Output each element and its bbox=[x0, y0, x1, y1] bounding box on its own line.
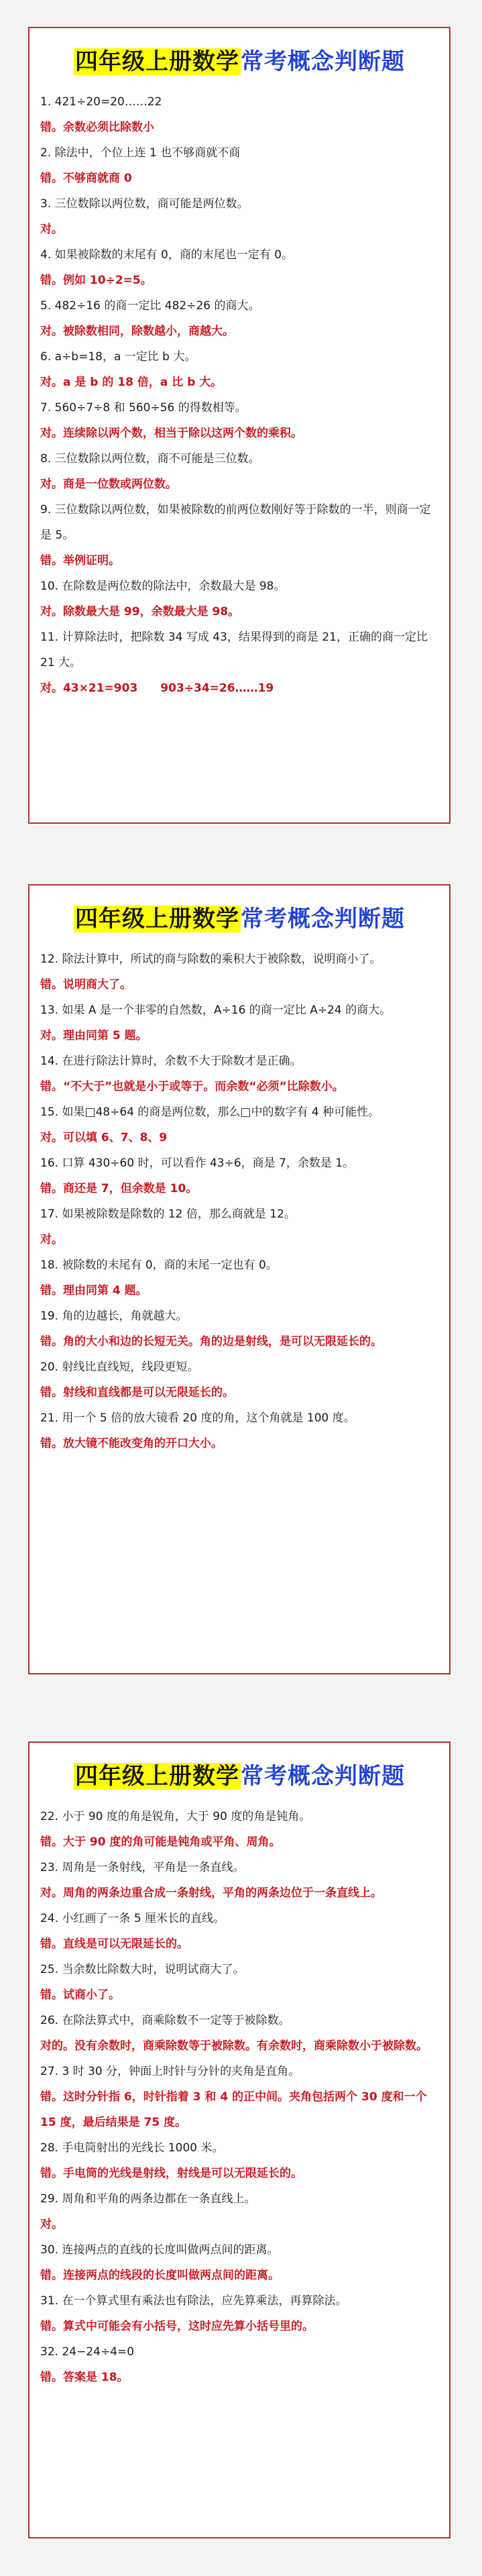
question-line: 32. 24−24÷4=0 bbox=[40, 2345, 135, 2359]
question-line: 23. 周角是一条射线，平角是一条直线。 bbox=[40, 1861, 245, 1874]
question-line: 7. 560÷7÷8 和 560÷56 的得数相等。 bbox=[40, 401, 247, 415]
answer-line: 错。这时分针指 6，时针指着 3 和 4 的正中间。夹角包括两个 30 度和一个 15 度，最后结果是 75 度。 bbox=[40, 2090, 427, 2129]
question-line: 26. 在除法算式中，商乘除数不一定等于被除数。 bbox=[40, 2014, 290, 2027]
qa-list bbox=[40, 1804, 438, 2390]
answer-line: 错。直线是可以无限延长的。 bbox=[40, 1937, 188, 1951]
question-line: 5. 482÷16 的商一定比 482÷26 的商大。 bbox=[40, 299, 260, 313]
question-line: 2. 除法中，个位上连 1 也不够商就不商 bbox=[40, 146, 241, 160]
question-line: 10. 在除数是两位数的除法中，余数最大是 98。 bbox=[40, 580, 286, 593]
answer-line: 错。举例证明。 bbox=[40, 554, 120, 568]
title-grade: 四年级上册数学 bbox=[75, 1763, 239, 1790]
question-line: 1. 421÷20=20……22 bbox=[40, 95, 162, 109]
answer-line: 对。除数最大是 99，余数最大是 98。 bbox=[40, 605, 240, 619]
title-grade: 四年级上册数学 bbox=[75, 48, 239, 75]
answer-line: 错。不够商就商 0 bbox=[40, 172, 132, 185]
answer-line: 对。周角的两条边重合成一条射线，平角的两条边位于一条直线上。 bbox=[40, 1886, 382, 1900]
card-part-1 bbox=[28, 27, 450, 824]
question-line: 19. 角的边越长，角就越大。 bbox=[40, 1309, 188, 1323]
question-line: 14. 在进行除法计算时，余数不大于除数才是正确。 bbox=[40, 1055, 302, 1068]
title-topic: 常考概念判断题 bbox=[241, 906, 405, 932]
qa-list bbox=[40, 89, 438, 701]
answer-line: 错。放大镜不能改变角的开口大小。 bbox=[40, 1437, 223, 1450]
answer-line: 错。角的大小和边的长短无关。角的边是射线，是可以无限延长的。 bbox=[40, 1335, 382, 1348]
answer-line: 错。手电筒的光线是射线，射线是可以无限延长的。 bbox=[40, 2167, 302, 2180]
answer-line: 对。 bbox=[40, 2218, 63, 2231]
question-line: 25. 当余数比除数大时，说明试商大了。 bbox=[40, 1963, 245, 1976]
answer-line: 对。连续除以两个数，相当于除以这两个数的乘积。 bbox=[40, 427, 302, 440]
question-line: 15. 如果□48÷64 的商是两位数，那么□中的数字有 4 种可能性。 bbox=[40, 1106, 380, 1119]
answer-line: 对。 bbox=[40, 223, 63, 236]
question-line: 17. 如果被除数是除数的 12 倍，那么商就是 12。 bbox=[40, 1208, 296, 1221]
card-title bbox=[40, 43, 438, 76]
answer-line: 对。商是一位数或两位数。 bbox=[40, 478, 177, 491]
question-line: 21. 用一个 5 倍的放大镜看 20 度的角，这个角就是 100 度。 bbox=[40, 1411, 355, 1425]
question-line: 29. 周角和平角的两条边都在一条直线上。 bbox=[40, 2192, 256, 2206]
answer-line: 错。例如 10÷2=5。 bbox=[40, 274, 152, 287]
answer-line: 错。余数必须比除数小 bbox=[40, 121, 154, 134]
card-title bbox=[40, 900, 438, 933]
question-line: 13. 如果 A 是一个非零的自然数，A÷16 的商一定比 A÷24 的商大。 bbox=[40, 1004, 391, 1017]
answer-line: 对。被除数相同，除数越小，商越大。 bbox=[40, 325, 234, 338]
answer-line: 错。商还是 7，但余数是 10。 bbox=[40, 1182, 198, 1195]
question-line: 22. 小于 90 度的角是锐角，大于 90 度的角是钝角。 bbox=[40, 1810, 311, 1823]
question-line: 3. 三位数除以两位数，商可能是两位数。 bbox=[40, 197, 249, 211]
answer-line: 错。大于 90 度的角可能是钝角或平角、周角。 bbox=[40, 1835, 281, 1849]
question-line: 4. 如果被除数的末尾有 0，商的末尾也一定有 0。 bbox=[40, 248, 294, 262]
answer-line: 对的。没有余数时，商乘除数等于被除数。有余数时，商乘除数小于被除数。 bbox=[40, 2039, 428, 2053]
question-line: 24. 小红画了一条 5 厘米长的直线。 bbox=[40, 1912, 225, 1925]
answer-line: 错。试商小了。 bbox=[40, 1988, 120, 2002]
answer-line: 错。射线和直线都是可以无限延长的。 bbox=[40, 1386, 234, 1399]
card-part-3 bbox=[28, 1741, 450, 2538]
answer-line: 错。连接两点的线段的长度叫做两点间的距离。 bbox=[40, 2269, 280, 2282]
qa-list bbox=[40, 947, 438, 1456]
card-title bbox=[40, 1758, 438, 1790]
question-line: 30. 连接两点的直线的长度叫做两点间的距离。 bbox=[40, 2243, 279, 2257]
answer-line: 错。答案是 18。 bbox=[40, 2371, 129, 2384]
question-line: 20. 射线比直线短，线段更短。 bbox=[40, 1360, 199, 1374]
title-grade: 四年级上册数学 bbox=[75, 906, 239, 932]
question-line: 9. 三位数除以两位数，如果被除数的前两位数刚好等于除数的一半，则商一定是 5。 bbox=[40, 503, 431, 542]
question-line: 18. 被除数的末尾有 0，商的末尾一定也有 0。 bbox=[40, 1258, 278, 1272]
card-part-2 bbox=[28, 884, 450, 1674]
question-line: 8. 三位数除以两位数，商不可能是三位数。 bbox=[40, 452, 260, 466]
answer-line: 错。“不大于”也就是小于或等于。而余数“必须”比除数小。 bbox=[40, 1080, 344, 1093]
answer-line: 对。理由同第 5 题。 bbox=[40, 1029, 147, 1042]
question-line: 28. 手电筒射出的光线长 1000 米。 bbox=[40, 2141, 224, 2155]
title-topic: 常考概念判断题 bbox=[241, 1763, 405, 1790]
question-line: 31. 在一个算式里有乘法也有除法，应先算乘法，再算除法。 bbox=[40, 2294, 347, 2308]
answer-line: 错。说明商大了。 bbox=[40, 978, 131, 991]
answer-line: 对。a 是 b 的 18 倍，a 比 b 大。 bbox=[40, 376, 223, 389]
title-topic: 常考概念判断题 bbox=[241, 48, 405, 75]
question-line: 27. 3 时 30 分，钟面上时针与分针的夹角是直角。 bbox=[40, 2065, 300, 2078]
answer-line: 错。理由同第 4 题。 bbox=[40, 1284, 147, 1297]
question-line: 16. 口算 430÷60 时，可以看作 43÷6，商是 7，余数是 1。 bbox=[40, 1157, 355, 1170]
answer-line: 对。43×21=903 903÷34=26……19 bbox=[40, 682, 274, 695]
question-line: 12. 除法计算中，所试的商与除数的乘积大于被除数，说明商小了。 bbox=[40, 953, 381, 966]
question-line: 6. a÷b=18，a 一定比 b 大。 bbox=[40, 350, 196, 364]
question-line: 11. 计算除法时，把除数 34 写成 43，结果得到的商是 21，正确的商一定比 21 大。 bbox=[40, 631, 428, 669]
answer-line: 对。 bbox=[40, 1233, 63, 1246]
answer-line: 错。算式中可能会有小括号，这时应先算小括号里的。 bbox=[40, 2320, 314, 2333]
answer-line: 对。可以填 6、7、8、9 bbox=[40, 1131, 168, 1144]
